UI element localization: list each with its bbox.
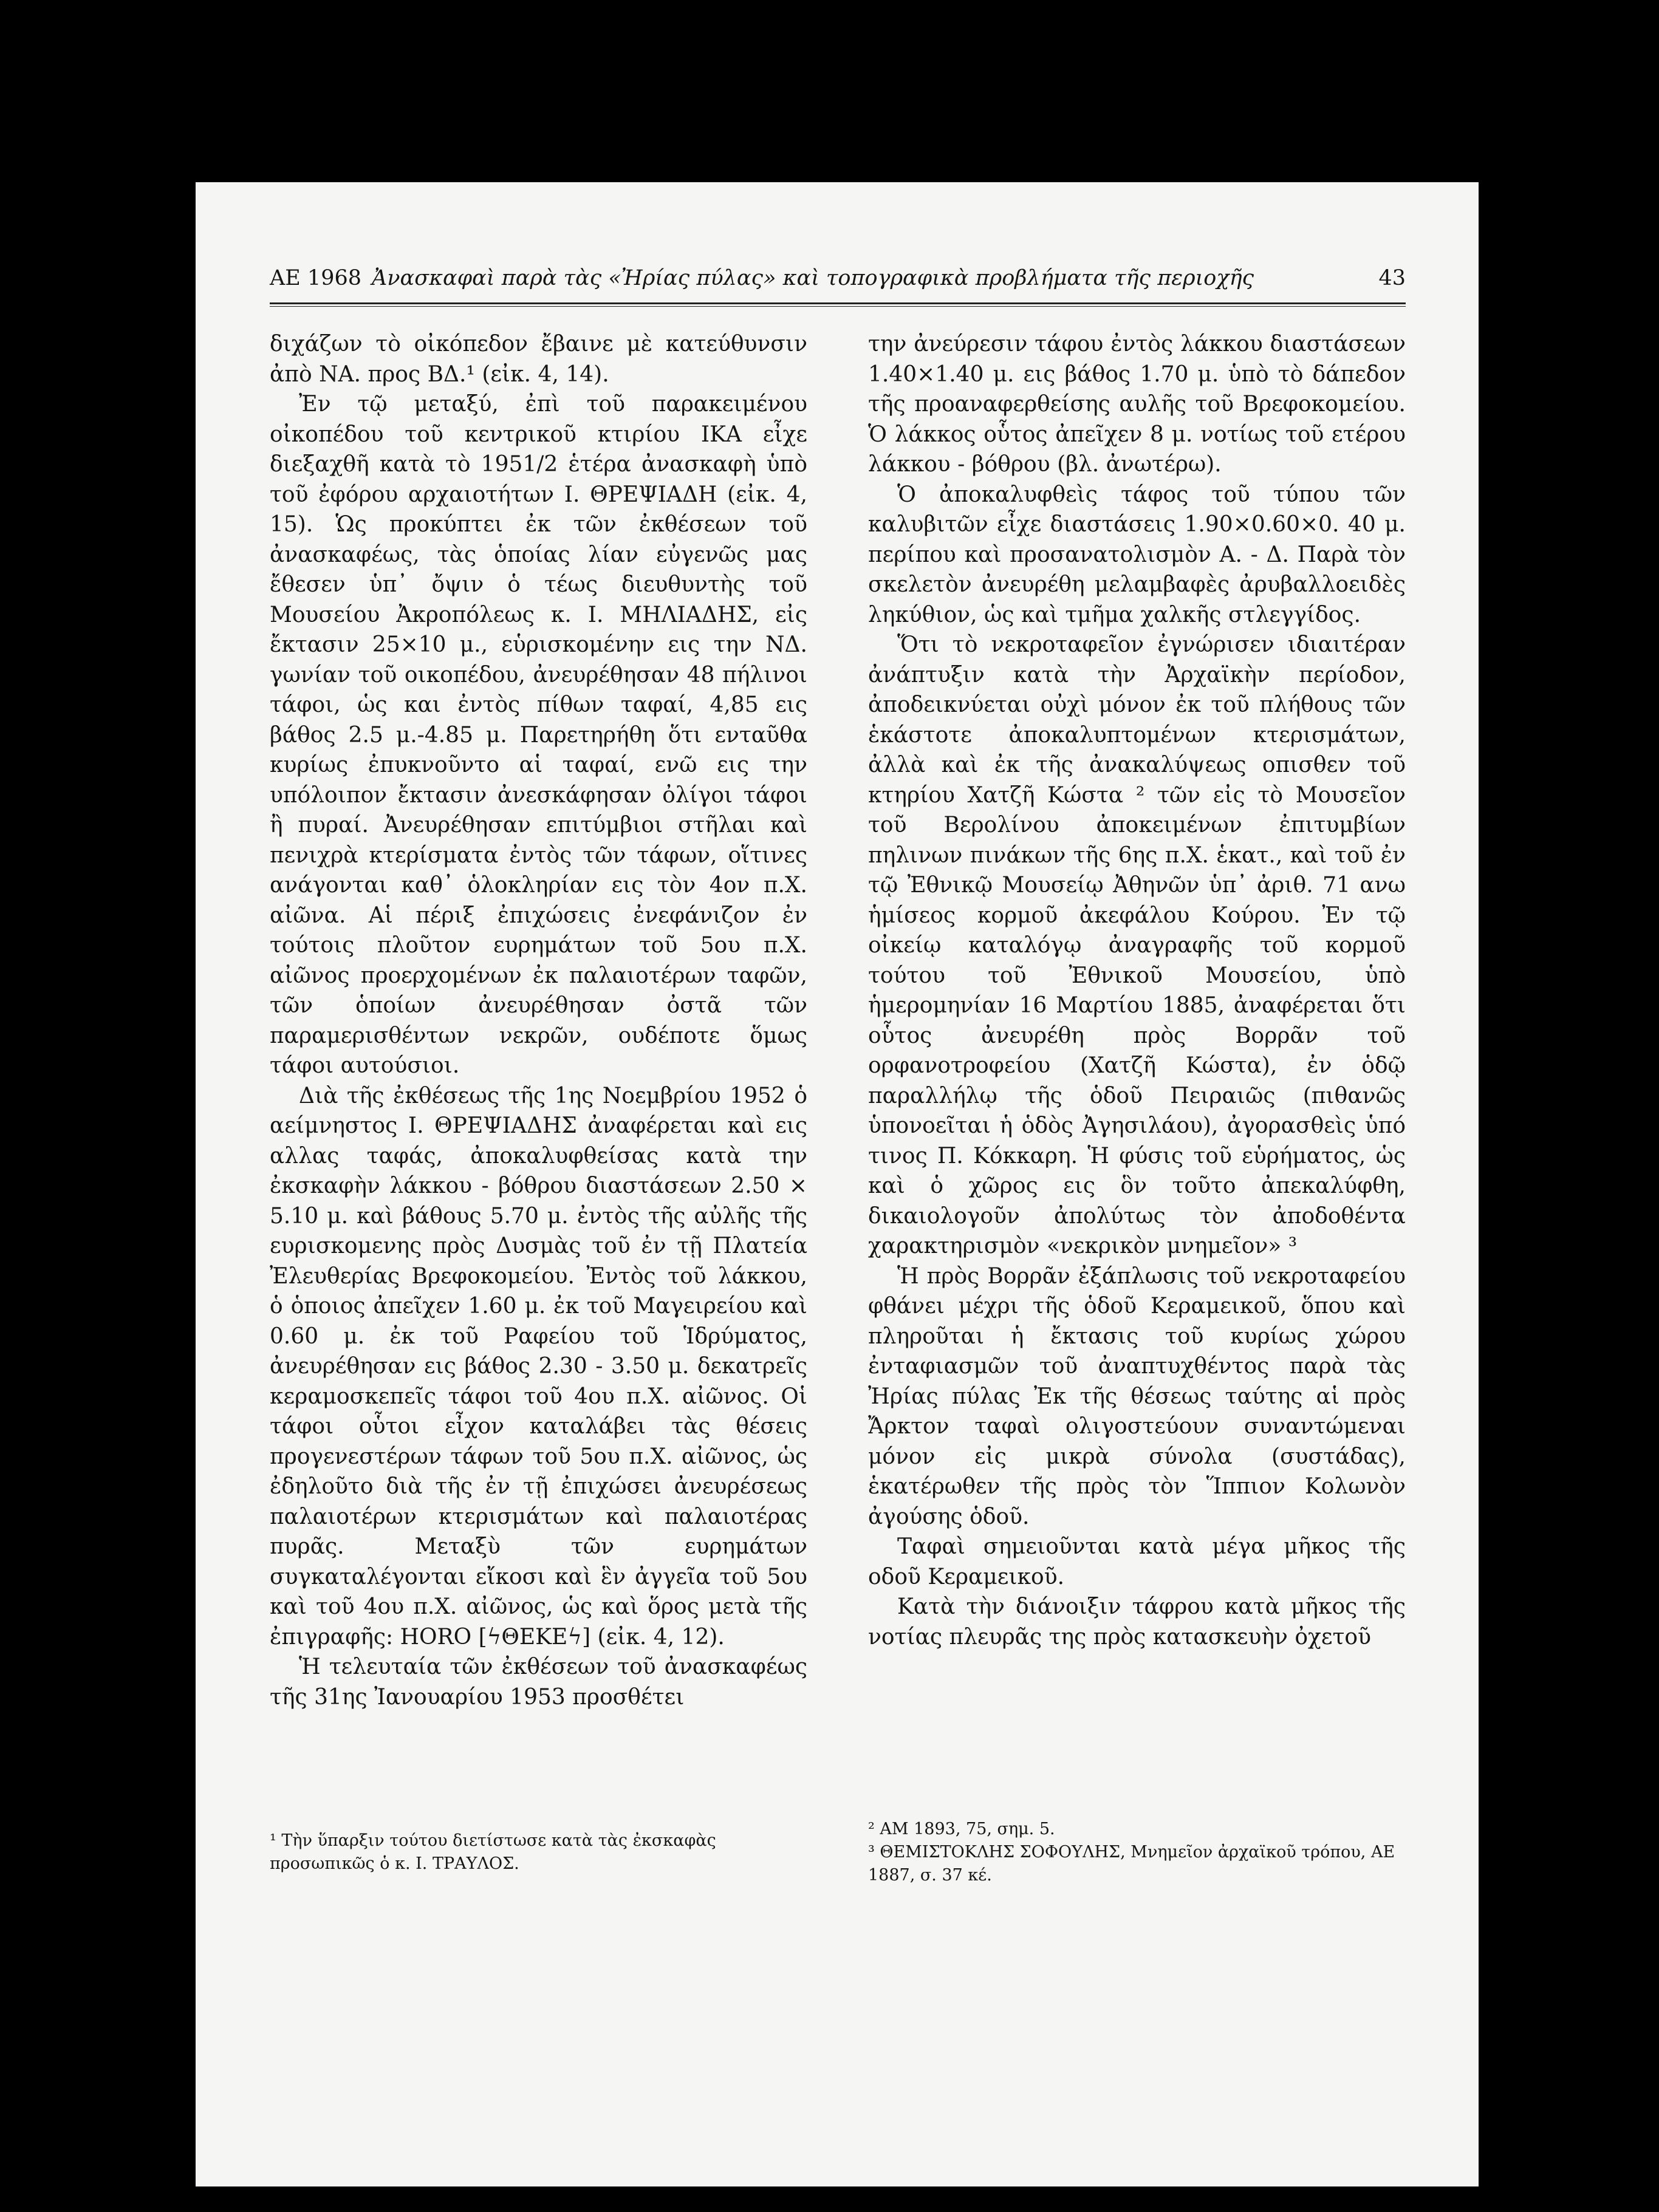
left-column [270,329,807,1712]
paragraph: Κατὰ τὴν διάνοιξιν τάφρου κατὰ μῆκος τῆς νοτίας πλευρᾶς της πρὸς κατασκευὴν ὀχετοῦ [868,1594,1406,1650]
running-header [270,260,1406,296]
paragraph: Ὅτι τὸ νεκροταφεῖον ἐγνώρισεν ιδιαιτέραν ἀνάπτυξιν κατὰ τὴν Ἀρχαϊκὴν περίοδον, ἀποδεικνύεται οὐχὶ μόνον ἐκ τοῦ πλήθους τῶν ἑκάστοτε ἀποκαλυπτομένων κτερισμάτων, ἀλλὰ καὶ ἐκ τῆς ἀνακαλύψεως οπισθεν τοῦ κτηρίου Χατζῆ Κώστα ² τῶν εἰς τὸ Μουσεῖον τοῦ Βερολίνου ἀποκειμένων ἐπιτυμβίων πηλινων πινάκων τῆς 6ης π.Χ. ἑκατ., καὶ τοῦ ἐν τῷ Ἐθνικῷ Μουσείῳ Ἀθηνῶν ὑπ᾿ ἀριθ. 71 ανω ἡμίσεος κορμοῦ ἀκεφάλου Κούρου. Ἐν τῷ οἰκείῳ καταλόγῳ ἀναγραφῆς τοῦ κορμοῦ τούτου τοῦ Ἐθνικοῦ Μουσείου, ὑπὸ ἡμερομηνίαν 16 Μαρτίου 1885, ἀναφέρεται ὅτι οὗτος ἀνευρέθη πρὸς Βορρᾶν τοῦ ορφανοτροφείου (Χατζῆ Κώστα), ἐν ὁδῷ παραλλήλῳ τῆς ὁδοῦ Πειραιῶς (πιθανῶς ὑπονοεῖται ἡ ὁδὸς Ἀγησιλάου), ἀγορασθεὶς ὑπό τινος Π. Κόκκαρη. Ἡ φύσις τοῦ εὑρήματος, ὡς καὶ ὁ χῶρος εις ὃν τοῦτο ἀπεκαλύφθη, δικαιολογοῦν ἀπολύτως τὸν ἀποδοθέντα χαρακτηρισμὸν «νεκρικὸν μνημεῖον» ³ [868,632,1406,1258]
paragraph: Ὁ ἀποκαλυφθεὶς τάφος τοῦ τύπου τῶν καλυβιτῶν εἶχε διαστάσεις 1.90×0.60×0. 40 μ. περίπου καὶ προσανατολισμὸν Α. - Δ. Παρὰ τὸν σκελετὸν ἀνευρέθη μελαμβαφὲς ἀρυβαλλοειδὲς ληκύθιον, ὡς καὶ τμῆμα χαλκῆς στλεγγίδος. [868,482,1406,627]
paragraph: Διὰ τῆς ἐκθέσεως τῆς 1ης Νοεμβρίου 1952 ὁ αείμνηστος Ι. ΘΡΕΨΙΑΔΗΣ ἀναφέρεται καὶ εις αλλας ταφάς, ἀποκαλυφθείσας κατὰ την ἐκσκαφὴν λάκκου - βόθρου διαστάσεων 2.50 × 5.10 μ. καὶ βάθους 5.70 μ. ἐντὸς τῆς αὐλῆς τῆς ευρισκομενης πρὸς Δυσμὰς τοῦ ἐν τῇ Πλατεία Ἐλευθερίας Βρεφοκομείου. Ἐντὸς τοῦ λάκκου, ὁ ὁποιος ἀπεῖχεν 1.60 μ. ἐκ τοῦ Μαγειρείου καὶ 0.60 μ. ἐκ τοῦ Ραφείου τοῦ Ἱδρύματος, ἀνευρέθησαν εις βάθος 2.30 - 3.50 μ. δεκατρεῖς κεραμοσκεπεῖς τάφοι τοῦ 4ου π.Χ. αἰῶνος. Οἱ τάφοι οὗτοι εἶχον καταλάβει τὰς θέσεις προγενεστέρων τάφων τοῦ 5ου π.Χ. αἰῶνος, ὡς ἐδηλοῦτο διὰ τῆς ἐν τῇ ἐπιχώσει ἀνευρέσεως παλαιοτέρων κτερισμάτων καὶ παλαιοτέρας πυρᾶς. Μεταξὺ τῶν ευρημάτων συγκαταλέγονται εἴκοσι καὶ ἓν ἀγγεῖα τοῦ 5ου καὶ τοῦ 4ου π.Χ. αἰῶνος, ὡς καὶ ὅρος μετὰ τῆς ἐπιγραφῆς: HORO [ϟΘΕΚΕϟ] (εἰκ. 4, 12). [270,1083,807,1650]
left-footnotes [270,1829,807,1876]
right-footnotes [868,1818,1406,1887]
right-column [868,329,1406,1652]
paragraph: διχάζων τὸ οἰκόπεδον ἔβαινε μὲ κατεύθυνσιν ἀπὸ ΝΑ. προς ΒΔ.¹ (εἰκ. 4, 14). [270,332,807,387]
page-number: 43 [1378,266,1406,290]
paragraph: Ἡ πρὸς Βορρᾶν ἐξάπλωσις τοῦ νεκροταφείου φθάνει μέχρι τῆς ὁδοῦ Κεραμεικοῦ, ὅπου καὶ πληροῦται ἡ ἔκτασις τοῦ κυρίως χώρου ἐνταφιασμῶν τοῦ ἀναπτυχθέντος παρὰ τὰς Ἠρίας πύλας Ἐκ τῆς θέσεως ταύτης αἱ πρὸς Ἄρκτον ταφαὶ ολιγοστεύουν συναντώμεναι μόνον εἰς μικρὰ σύνολα (συστάδας), ἑκατέρωθεν τῆς πρὸς τὸν Ἵππιον Κολωνὸν ἀγούσης ὁδοῦ. [868,1263,1406,1529]
paragraph: την ἀνεύρεσιν τάφου ἐντὸς λάκκου διαστάσεων 1.40×1.40 μ. εις βάθος 1.70 μ. ὑπὸ τὸ δάπεδον τῆς προαναφερθείσης αυλῆς τοῦ Βρεφοκομείου. Ὁ λάκκος οὗτος ἀπεῖχεν 8 μ. νοτίως τοῦ ετέρου λάκκου - βόθρου (βλ. ἀνωτέρω). [868,332,1406,477]
footnote: ³ ΘΕΜΙΣΤΟΚΛΗΣ ΣΟΦΟΥΛΗΣ, Μνημεῖον ἀρχαϊκοῦ τρόπου, ΑΕ 1887, σ. 37 κέ. [868,1843,1395,1885]
paragraph: Ἡ τελευταία τῶν ἐκθέσεων τοῦ ἀνασκαφέως τῆς 31ης Ἰανουαρίου 1953 προσθέτει [270,1654,807,1710]
running-title: Ἀνασκαφαὶ παρὰ τὰς «Ἠρίας πύλας» καὶ τοπογραφικὰ προβλήματα τῆς περιοχῆς [372,266,1254,290]
journal-issue: ΑΕ 1968 [270,266,362,290]
footnote: ¹ Τὴν ὕπαρξιν τούτου διετίστωσε κατὰ τὰς ἐκσκαφὰς προσωπικῶς ὁ κ. Ι. ΤΡΑΥΛΟΣ. [270,1831,716,1873]
paragraph: Ἐν τῷ μεταξύ, ἐπὶ τοῦ παρακειμένου οἰκοπέδου τοῦ κεντρικοῦ κτιρίου ΙΚΑ εἶχε διεξαχθῆ κατὰ τὸ 1951/2 ἑτέρα ἀνασκαφὴ ὑπὸ τοῦ ἐφόρου αρχαιοτήτων Ι. ΘΡΕΨΙΑΔΗ (εἰκ. 4, 15). Ὡς προκύπτει ἐκ τῶν ἐκθέσεων τοῦ ἀνασκαφέως, τὰς ὁποίας λίαν εὐγενῶς μας ἔθεσεν ὑπ᾿ ὄψιν ὁ τέως διευθυντὴς τοῦ Μουσείου Ἀκροπόλεως κ. Ι. ΜΗΛΙΑΔΗΣ, εἰς ἔκτασιν 25×10 μ., εὑρισκομένην εις την ΝΔ. γωνίαν τοῦ οικοπέδου, ἀνευρέθησαν 48 πήλινοι τάφοι, ὡς και ἐντὸς πίθων ταφαί, 4,85 εις βάθος 2.5 μ.-4.85 μ. Παρετηρήθη ὅτι ενταῦθα κυρίως ἐπυκνοῦντο αἱ ταφαί, ενῶ εις την υπόλοιπον ἔκτασιν ἀνεσκάφησαν ὀλίγοι τάφοι ἢ πυραί. Ἀνευρέθησαν επιτύμβιοι στῆλαι καὶ πενιχρὰ κτερίσματα ἐντὸς τῶν τάφων, οἵτινες ανάγονται καθ᾿ ὁλοκληρίαν εις τὸν 4ον π.Χ. αἰῶνα. Αἱ πέριξ ἐπιχώσεις ἐνεφάνιζον ἐν τούτοις πλοῦτον ευρημάτων τοῦ 5ου π.Χ. αἰῶνος προερχομένων ἐκ παλαιοτέρων ταφῶν, τῶν ὁποίων ἀνευρέθησαν ὀστᾶ τῶν παραμερισθέντων νεκρῶν, ουδέποτε ὅμως τάφοι αυτούσιοι. [270,392,807,1078]
footnote: ² ΑΜ 1893, 75, σημ. 5. [868,1820,1055,1838]
paragraph: Ταφαὶ σημειοῦνται κατὰ μέγα μῆκος τῆς οδοῦ Κεραμεικοῦ. [868,1534,1406,1589]
header-rule [270,302,1406,307]
journal-page [196,182,1479,2186]
